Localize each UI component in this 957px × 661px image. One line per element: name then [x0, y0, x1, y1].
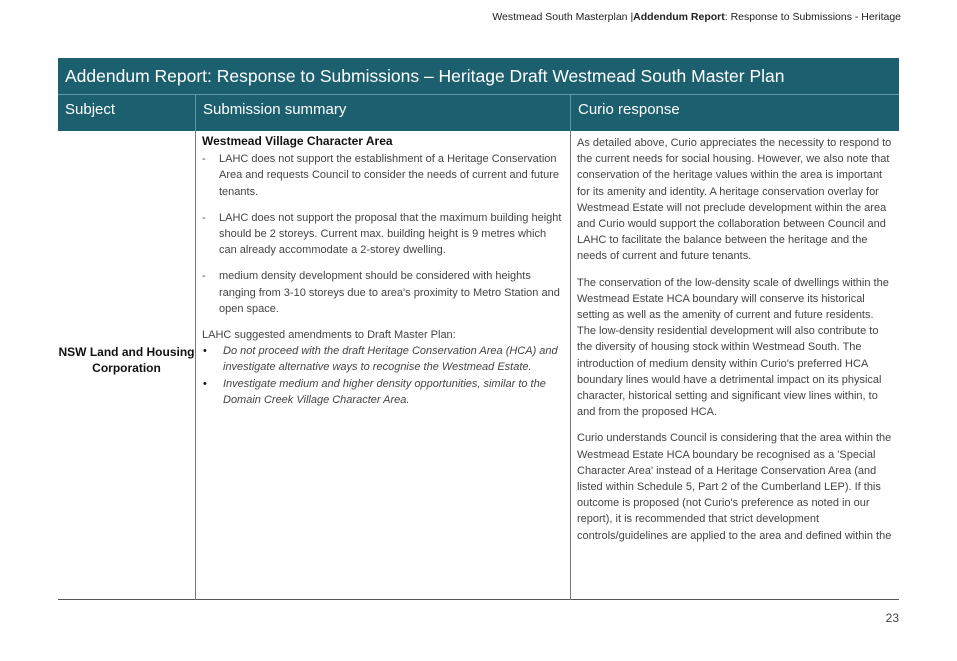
table-row: [58, 131, 899, 600]
summary-cell: [196, 131, 571, 600]
header-bold: Addendum Report: [633, 11, 725, 23]
header-prefix: Westmead South Masterplan |: [492, 11, 634, 23]
table-title: Addendum Report: Response to Submissions – Heritage Draft Westmead South Master Plan: [58, 58, 899, 95]
summary-dash-item: [202, 268, 564, 317]
header-suffix: : Response to Submissions - Heritage: [724, 11, 901, 23]
running-header: [492, 11, 901, 23]
summary-section-title: Westmead Village Character Area: [202, 134, 393, 148]
dash-item-text: LAHC does not support the proposal that the maximum building height should be 2 storeys. Current max. building height is 9 metres which can already accommodate a 2-storey dwelling.: [219, 211, 562, 257]
response-paragraph: Curio understands Council is considering that the area within the Westmead Estate HCA boundary be recognised as a 'Special Character Area' instead of a Heritage Conservation Area (and listed within Schedule 5, Part 2 of the Cumberland LEP). If this outcome is proposed (not Curio's preference as noted in our report), it is recommended that strict development controls/guidelines are applied to the area and defined within the: [577, 432, 892, 542]
bullet-marker: •: [203, 345, 207, 358]
dash-item-text: LAHC does not support the establishment of a Heritage Conservation Area and requests Council to consider the needs of current and future tenants.: [219, 153, 559, 198]
page-number: 23: [885, 611, 899, 625]
summary-dash-item: [202, 151, 564, 200]
column-header-response: Curio response: [578, 101, 680, 118]
response-cell: [571, 131, 899, 600]
submissions-table: [58, 58, 899, 600]
response-paragraph: As detailed above, Curio appreciates the necessity to respond to the current needs for social housing. However, we also note that conservation of the heritage values within the area is important for its amenity and identity. A heritage conservation overlay for Westmead Estate will not preclude development within the area and Curio would support the collaboration between Council and LAHC to facilitate the balance between the heritage and the needs of current and future tenants.: [577, 137, 892, 263]
subject-text: NSW Land and Housing Corporation: [58, 344, 195, 375]
amendment-bullet: [202, 376, 564, 408]
summary-dash-item: [202, 210, 564, 259]
column-header-summary: Submission summary: [196, 95, 571, 131]
bullet-marker: •: [203, 377, 207, 390]
dash-marker: -: [202, 211, 206, 224]
dash-marker: -: [202, 153, 206, 166]
subject-cell: [58, 131, 196, 600]
amendment-bullet: [202, 343, 564, 375]
amendment-text: Investigate medium and higher density opportunities, similar to the Domain Creek Village Character Area.: [223, 377, 546, 406]
dash-marker: -: [202, 270, 206, 283]
response-paragraph: The conservation of the low-density scale of dwellings within the Westmead Estate HCA boundary will conserve its historical setting as well as the amenity of current and future residents. The low-density residential development will also contribute to the diversity of housing stock within Westmead South. The introduction of medium density within Curio's preferred HCA boundary lines would have a detrimental impact on its physical character, historical setting and significant view lines within, to and from the proposed HCA.: [577, 276, 889, 419]
column-header-subject: Subject: [58, 95, 196, 131]
table-header-row: [58, 95, 899, 131]
dash-item-text: medium density development should be considered with heights ranging from 3-10 storeys due to area's proximity to Metro Station and open space.: [219, 270, 560, 315]
amendment-text: Do not proceed with the draft Heritage Conservation Area (HCA) and investigate alternative ways to recognise the Westmead Estate.: [223, 345, 558, 374]
amendments-intro: LAHC suggested amendments to Draft Master Plan:: [202, 329, 456, 342]
